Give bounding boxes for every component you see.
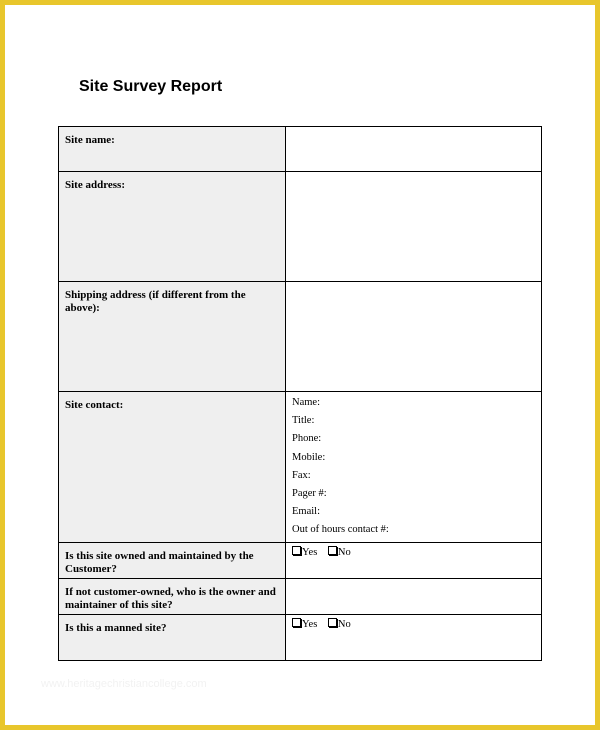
contact-fields-list bbox=[286, 392, 541, 542]
shipping-address-field[interactable] bbox=[286, 282, 542, 392]
site-name-label-cell bbox=[59, 127, 286, 172]
checkbox-icon[interactable] bbox=[328, 546, 337, 555]
owned-by-customer-field bbox=[286, 542, 542, 578]
contact-email-label: Email: bbox=[292, 506, 320, 518]
site-contact-label-cell bbox=[59, 392, 286, 543]
owner-maintainer-label: If not customer-owned, who is the owner and maintainer of this site? bbox=[65, 585, 276, 611]
contact-out-of-hours-label: Out of hours contact #: bbox=[292, 524, 389, 536]
row-site-contact bbox=[59, 392, 542, 543]
contact-title-label: Title: bbox=[292, 415, 315, 427]
manned-yes-label: Yes bbox=[302, 618, 318, 630]
manned-no-label: No bbox=[337, 618, 351, 630]
checkbox-icon[interactable] bbox=[292, 618, 301, 627]
watermark: www.heritagechristiancollege.com bbox=[41, 678, 207, 690]
shipping-address-label: Shipping address (if different from the above): bbox=[65, 289, 246, 314]
manned-yes-option[interactable] bbox=[292, 618, 317, 630]
site-address-label-cell bbox=[59, 172, 286, 282]
manned-site-label: Is this a manned site? bbox=[65, 621, 167, 634]
page-title: Site Survey Report bbox=[79, 78, 223, 95]
owned-yes-no-options bbox=[286, 543, 541, 558]
row-owned-by-customer bbox=[59, 542, 542, 578]
shipping-address-label-cell bbox=[59, 282, 286, 392]
checkbox-icon[interactable] bbox=[328, 618, 337, 627]
site-contact-field[interactable] bbox=[286, 392, 542, 543]
row-shipping-address bbox=[59, 282, 542, 392]
contact-name-label: Name: bbox=[292, 397, 320, 408]
contact-mobile-label: Mobile: bbox=[292, 451, 326, 463]
owned-no-label: No bbox=[337, 546, 351, 558]
manned-site-label-cell bbox=[59, 614, 286, 660]
owned-by-customer-label: Is this site owned and maintained by the Customer? bbox=[65, 549, 254, 575]
manned-no-option[interactable] bbox=[328, 618, 351, 630]
owned-yes-option[interactable] bbox=[292, 546, 317, 558]
manned-site-field bbox=[286, 614, 542, 660]
row-site-name bbox=[59, 127, 542, 172]
row-site-address bbox=[59, 172, 542, 282]
contact-fax-label: Fax: bbox=[292, 469, 311, 481]
site-address-label: Site address: bbox=[65, 179, 125, 191]
checkbox-icon[interactable] bbox=[292, 546, 301, 555]
row-manned-site bbox=[59, 614, 542, 660]
site-name-field[interactable] bbox=[286, 127, 542, 172]
site-contact-label: Site contact: bbox=[65, 399, 124, 411]
owned-yes-label: Yes bbox=[302, 546, 318, 558]
site-address-field[interactable] bbox=[286, 172, 542, 282]
survey-table bbox=[58, 126, 542, 661]
contact-pager-label: Pager #: bbox=[292, 487, 327, 499]
manned-yes-no-options bbox=[286, 615, 541, 630]
owner-maintainer-label-cell bbox=[59, 578, 286, 614]
document-page bbox=[5, 5, 595, 725]
site-name-label: Site name: bbox=[65, 134, 115, 146]
contact-phone-label: Phone: bbox=[292, 433, 322, 445]
owned-no-option[interactable] bbox=[328, 546, 351, 558]
owned-by-customer-label-cell bbox=[59, 542, 286, 578]
owner-maintainer-field[interactable] bbox=[286, 578, 542, 614]
row-owner-maintainer bbox=[59, 578, 542, 614]
